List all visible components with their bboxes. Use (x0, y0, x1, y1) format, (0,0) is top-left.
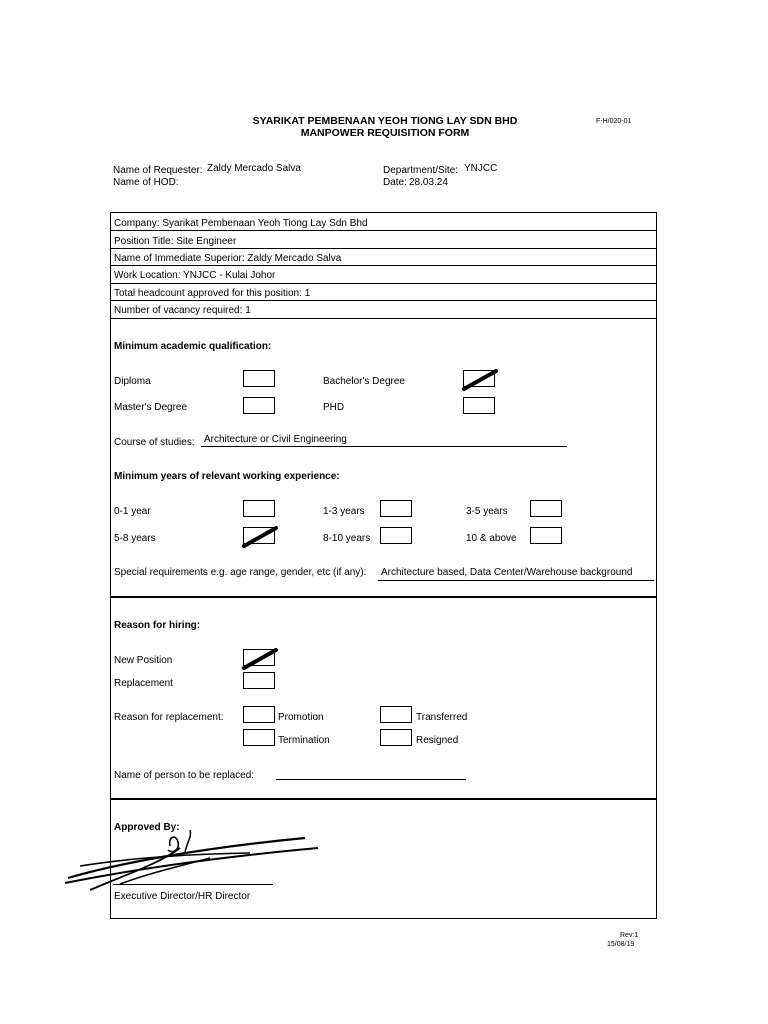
exp-5-8-checkbox[interactable] (243, 527, 275, 544)
headcount-label: Total headcount approved for this position: (114, 288, 302, 299)
position-title-value[interactable]: Site Engineer (176, 236, 237, 247)
exp-1-3-checkbox[interactable] (380, 500, 412, 517)
company-row (114, 218, 368, 229)
new-position-label: New Position (114, 655, 173, 666)
date-label: Date: (383, 177, 407, 188)
row-divider (110, 283, 657, 284)
check-mark-icon (242, 646, 278, 670)
company-title: SYARIKAT PEMBENAAN YEOH TIONG LAY SDN BHD (252, 115, 518, 127)
special-underline (378, 580, 654, 581)
department-value[interactable]: YNJCC (464, 163, 498, 174)
row-divider (110, 265, 657, 266)
row-divider (110, 318, 657, 319)
superior-value[interactable]: Zaldy Mercado Salva (247, 253, 342, 264)
transferred-label: Transferred (416, 712, 468, 723)
exp-0-1-label: 0-1 year (114, 506, 151, 517)
bachelors-label: Bachelor's Degree (323, 376, 405, 387)
signatory-title: Executive Director/HR Director (114, 891, 251, 902)
handwritten-signature (60, 828, 330, 898)
headcount-value[interactable]: 1 (304, 288, 311, 299)
section-divider (110, 596, 657, 598)
form-title: MANPOWER REQUISITION FORM (300, 127, 470, 139)
position-title-label: Position Title: (114, 236, 174, 247)
person-replaced-underline (276, 779, 466, 780)
work-location-value[interactable]: YNJCC - Kulai Johor (183, 270, 276, 281)
special-requirements-value[interactable]: Architecture based, Data Center/Warehouse background (381, 567, 633, 578)
course-value[interactable]: Architecture or Civil Engineering (204, 434, 347, 445)
exp-3-5-checkbox[interactable] (530, 500, 562, 517)
check-mark-icon (462, 367, 498, 391)
work-location-row (114, 270, 275, 281)
department-label: Department/Site: (383, 165, 459, 176)
exp-0-1-checkbox[interactable] (243, 500, 275, 517)
row-divider (110, 300, 657, 301)
resigned-label: Resigned (416, 735, 459, 746)
phd-checkbox[interactable] (463, 397, 495, 414)
course-label: Course of studies: (114, 437, 195, 448)
termination-label: Termination (278, 735, 330, 746)
masters-checkbox[interactable] (243, 397, 275, 414)
reason-replacement-label: Reason for replacement: (114, 712, 224, 723)
exp-5-8-label: 5-8 years (114, 533, 156, 544)
row-divider (110, 248, 657, 249)
diploma-label: Diploma (114, 376, 151, 387)
experience-heading: Minimum years of relevant working experience: (114, 471, 340, 482)
course-underline (201, 446, 567, 447)
promotion-checkbox[interactable] (243, 706, 275, 723)
company-value[interactable]: Syarikat Pembenaan Yeoh Tiong Lay Sdn Bhd (162, 218, 368, 229)
requester-value[interactable]: Zaldy Mercado Salva (207, 163, 301, 174)
bachelors-checkbox[interactable] (463, 370, 495, 387)
exp-8-10-checkbox[interactable] (380, 527, 412, 544)
section-divider (110, 798, 657, 800)
vacancy-value[interactable]: 1 (245, 305, 251, 316)
approved-by-heading: Approved By: (114, 822, 180, 833)
exp-8-10-label: 8-10 years (323, 533, 371, 544)
hiring-heading: Reason for hiring: (114, 620, 201, 631)
termination-checkbox[interactable] (243, 729, 275, 746)
masters-label: Master's Degree (114, 402, 188, 413)
position-title-row (114, 236, 236, 247)
headcount-row (114, 288, 310, 299)
check-mark-icon (242, 524, 278, 548)
superior-row (114, 253, 341, 264)
diploma-checkbox[interactable] (243, 370, 275, 387)
date-value[interactable]: 28.03.24 (409, 177, 448, 188)
new-position-checkbox[interactable] (243, 649, 275, 666)
requester-label: Name of Requester: (113, 165, 203, 176)
transferred-checkbox[interactable] (380, 706, 412, 723)
academic-heading: Minimum academic qualification: (114, 341, 272, 352)
exp-1-3-label: 1-3 years (323, 506, 365, 517)
superior-label: Name of Immediate Superior: (114, 253, 245, 264)
hod-label: Name of HOD: (113, 177, 179, 188)
vacancy-row (114, 305, 251, 316)
special-requirements-label: Special requirements e.g. age range, gender, etc (if any): (114, 567, 367, 578)
person-replaced-label: Name of person to be replaced: (114, 770, 255, 781)
revision-date: 15/08/19 (607, 941, 635, 948)
exp-10-above-checkbox[interactable] (530, 527, 562, 544)
vacancy-label: Number of vacancy required: (114, 305, 243, 316)
replacement-checkbox[interactable] (243, 672, 275, 689)
resigned-checkbox[interactable] (380, 729, 412, 746)
form-code: F-H/020-01 (596, 118, 632, 125)
work-location-label: Work Location: (114, 270, 181, 281)
promotion-label: Promotion (278, 712, 324, 723)
company-label: Company: (114, 218, 160, 229)
phd-label: PHD (323, 402, 345, 413)
replacement-label: Replacement (114, 678, 173, 689)
exp-10-above-label: 10 & above (466, 533, 517, 544)
revision: Rev:1 (620, 932, 639, 939)
exp-3-5-label: 3-5 years (466, 506, 508, 517)
row-divider (110, 230, 657, 231)
